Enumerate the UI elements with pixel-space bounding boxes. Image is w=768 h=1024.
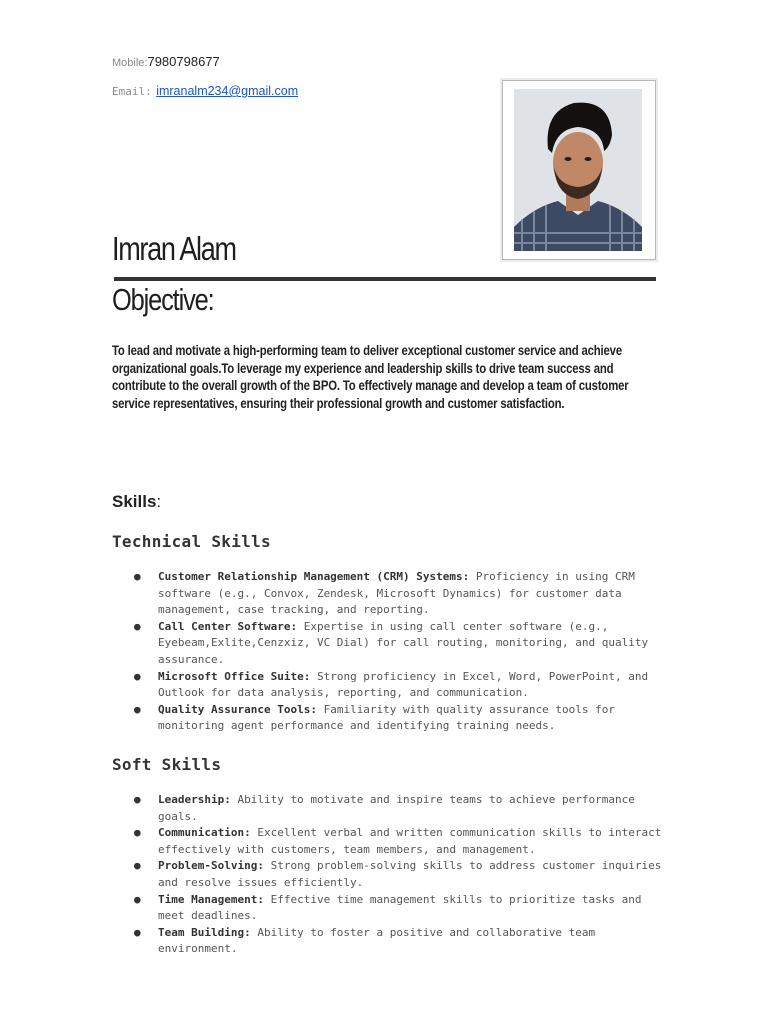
bullet-icon: ● [134, 619, 141, 633]
soft-skills-list [132, 792, 672, 958]
skill-term: Microsoft Office Suite: [158, 669, 311, 683]
list-item [132, 792, 672, 825]
bullet-icon: ● [134, 570, 141, 583]
skill-term: Communication: [158, 826, 251, 840]
bullet-icon: ● [134, 793, 141, 806]
skill-desc: Strong problem-solving skills to address customer inquiries and resolve issues efficiently. [158, 859, 662, 889]
skill-term: Call Center Software: [158, 619, 298, 633]
mobile-label: Mobile: [112, 57, 148, 69]
skill-desc: Excellent verbal and written communication skills to interact effectively with customers, team members, and management. [158, 826, 662, 856]
skill-desc: Strong proficiency in Excel, Word, PowerPoint, and Outlook for data analysis, reporting, and communication. [158, 669, 649, 700]
bullet-icon: ● [134, 892, 141, 906]
bullet-icon: ● [134, 669, 141, 683]
email-line [112, 82, 298, 100]
technical-skills-list [132, 569, 672, 735]
objective-heading: Objective: [112, 282, 214, 317]
mobile-value: 7980798677 [147, 54, 220, 69]
technical-skills-heading: Technical Skills [112, 532, 271, 551]
skill-term: Leadership: [158, 793, 231, 806]
skill-desc: Proficiency in using CRM software (e.g., Convox, Zendesk, Microsoft Dynamics) for customer data management, case tracking, and reporting. [158, 570, 635, 617]
profile-photo-image [514, 89, 642, 251]
name-divider [114, 277, 656, 281]
bullet-icon: ● [134, 826, 141, 840]
skill-term: Team Building: [158, 925, 251, 939]
objective-text: To lead and motivate a high-performing team to deliver exceptional customer service and achieve organizational goals.To leverage my experience and leadership skills to drive team success and contribute to the overall growth of the BPO. To effectively manage and develop a team of customer service representatives, ensuring their professional growth and customer satisfaction. [112, 342, 629, 411]
skill-desc: Effective time management skills to prioritize tasks and meet deadlines. [158, 892, 642, 923]
list-item [132, 825, 672, 858]
bullet-icon: ● [134, 925, 141, 939]
skill-desc: Ability to motivate and inspire teams to achieve performance goals. [158, 793, 635, 823]
email-label: Email: [112, 85, 152, 98]
list-item [132, 619, 672, 669]
list-item [132, 669, 672, 702]
skill-desc: Expertise in using call center software (e.g., Eyebeam,Exlite,Cenzxiz, VC Dial) for call routing, monitoring, and quality assurance. [158, 619, 649, 666]
skill-term: Customer Relationship Management (CRM) Systems: [158, 570, 470, 583]
profile-photo [502, 80, 656, 260]
soft-skills-heading: Soft Skills [112, 755, 222, 774]
skill-term: Quality Assurance Tools: [158, 702, 317, 716]
skill-term: Problem-Solving: [158, 859, 264, 873]
list-item [132, 925, 672, 958]
skill-desc: Familiarity with quality assurance tools for monitoring agent performance and identifying training needs. [158, 702, 615, 733]
skills-heading-colon: : [156, 492, 162, 511]
bullet-icon: ● [134, 702, 141, 716]
skill-term: Time Management: [158, 892, 264, 906]
bullet-icon: ● [134, 859, 141, 873]
list-item [132, 702, 672, 735]
list-item [132, 569, 672, 619]
skills-heading-text: Skills [112, 492, 157, 511]
email-link[interactable]: imranalm234@gmail.com [156, 84, 299, 98]
candidate-name: Imran Alam [112, 230, 236, 267]
skills-heading [112, 492, 161, 512]
skill-desc: Ability to foster a positive and collaborative team environment. [158, 925, 596, 956]
list-item [132, 892, 672, 925]
list-item [132, 858, 672, 891]
mobile-line [112, 53, 220, 71]
